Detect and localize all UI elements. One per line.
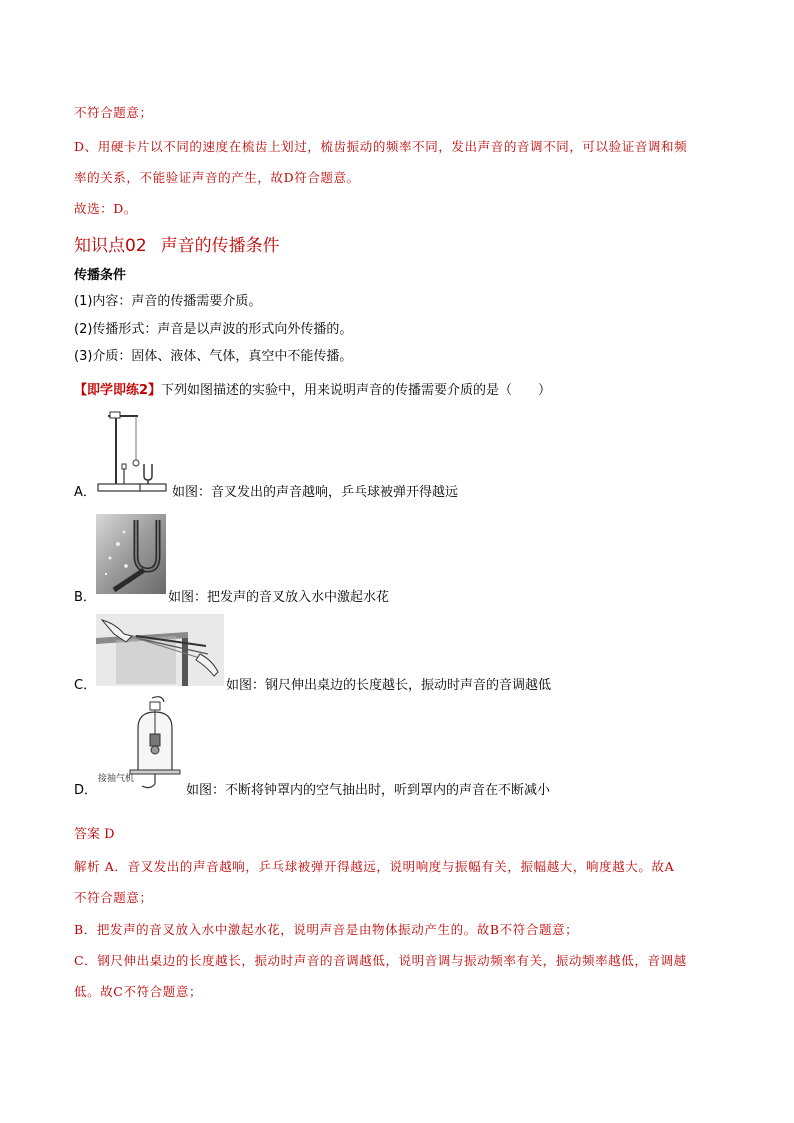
point-item: (3)介质：固体、液体、气体，真空中不能传播。 [74,349,353,364]
option-a-letter: A． [74,485,96,500]
section-heading [74,231,280,256]
option-c-letter: C． [74,678,97,693]
analysis-line: C．钢尺伸出桌边的长度越长，振动时声音的音调越低，说明音调与振动频率有关，振动频率越低，音调越 [74,953,687,968]
exercise-tag: 【即学即练2】 [74,383,162,398]
answer-value: D [104,827,115,842]
option-d-text: 如图：不断将钟罩内的空气抽出时，听到罩内的声音在不断减小 [186,783,551,798]
option-d-letter: D． [74,783,98,798]
fig-d-label: 接抽气机 [98,774,135,784]
option-b-letter: B． [74,590,96,605]
option-b-text: 如图：把发声的音叉放入水中激起水花 [168,590,390,605]
answer-line [74,823,115,842]
analysis-line: 低。故C不符合题意； [74,984,203,999]
analysis-label: 解析 [74,859,101,874]
option-c-text: 如图：钢尺伸出桌边的长度越长，振动时声音的音调越低 [226,678,552,693]
figure-a-tuning-fork-ball [96,408,170,496]
option-a-text: 如图：音叉发出的声音越响，乒乓球被弹开得越远 [172,485,459,500]
point-item: (2)传播形式：声音是以声波的形式向外传播的。 [74,322,353,337]
analysis-line: B．把发声的音叉放入水中激起水花，说明声音是由物体振动产生的。故B不符合题意； [74,922,579,937]
figure-d-bell-jar [98,694,186,792]
section-number: 知识点02 [74,236,147,256]
question-text: 下列如图描述的实验中，用来说明声音的传播需要介质的是（ ） [161,383,552,398]
figure-b-fork-in-water [96,514,166,594]
section-title: 声音的传播条件 [160,236,280,256]
prev-explanation-line: 率的关系，不能验证声音的产生，故D符合题意。 [74,170,360,185]
prev-explanation-line: 不符合题意； [74,105,153,120]
prev-explanation-line: D、用硬卡片以不同的速度在梳齿上划过，梳齿振动的频率不同，发出声音的音调不同，可以验证音调和频 [74,139,688,154]
figure-c-ruler-on-desk [96,614,224,686]
exercise-question [74,379,551,398]
analysis-line [74,857,674,875]
subheading: 传播条件 [74,268,127,283]
point-item: (1)内容：声音的传播需要介质。 [74,294,262,309]
analysis-text: A．音叉发出的声音越响，乒乓球被弹开得越远，说明响度与振幅有关，振幅越大，响度越大。故A [104,859,675,874]
answer-label: 答案 [74,827,101,842]
analysis-line: 不符合题意； [74,890,153,905]
prev-choice-line: 故选：D。 [74,201,138,216]
